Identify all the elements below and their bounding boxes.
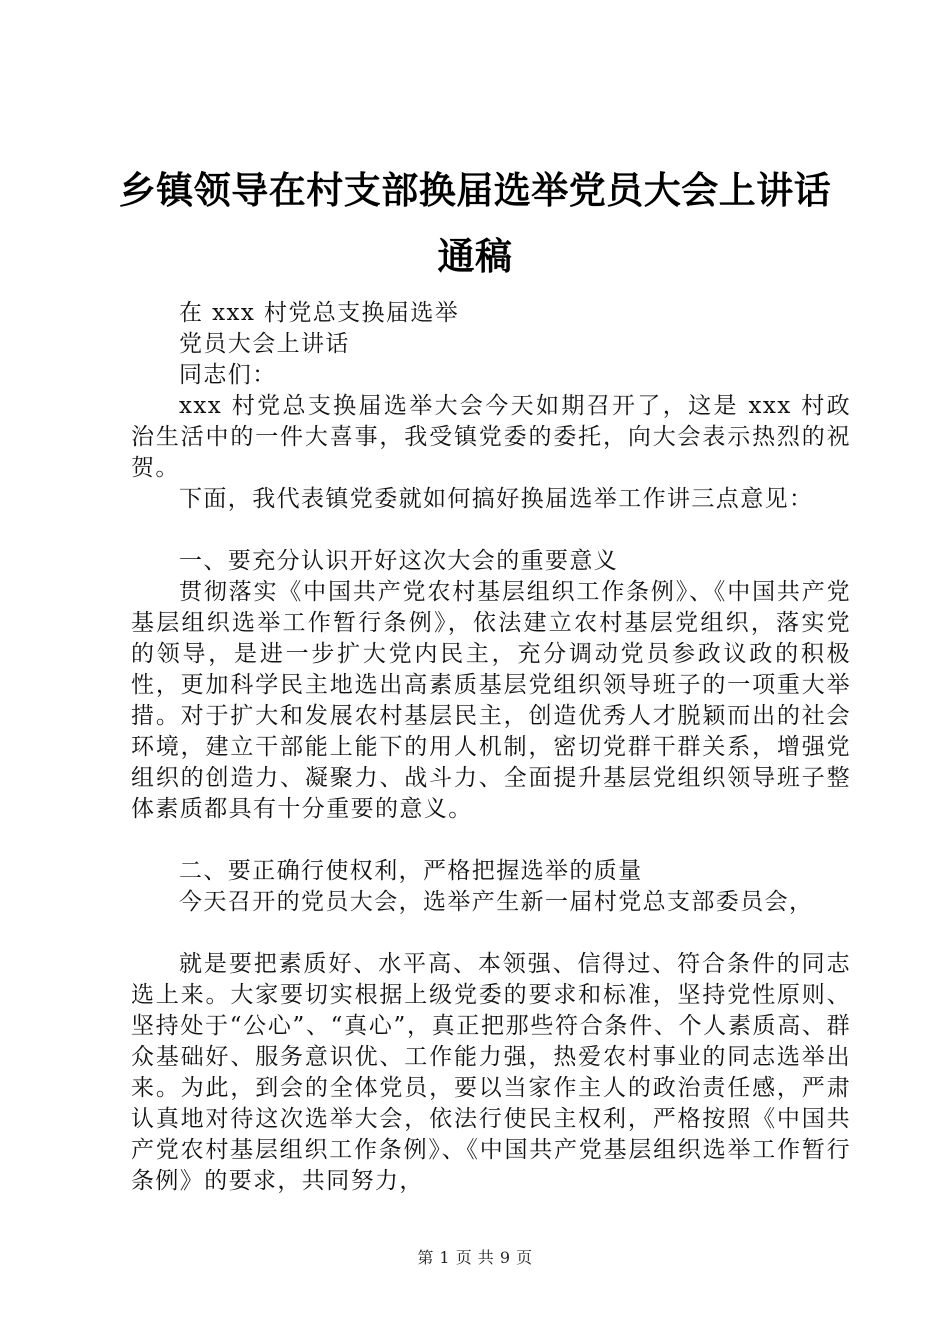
paragraph-section-2-b: 就是要把素质好、水平高、本领强、信得过、符合条件的同志选上来。大家要切实根据上级党委的要求和标准，坚持党性原则、坚持处于“公心”、“真心”，真正把那些符合条件、个人素质高、群众基础好、服务意识优、工作能力强，热爱农村事业的同志选举出来。为此，到会的全体党员，要以当家作主人的政治责任感，严肃认真地对待这次选举大会，依法行使民主权利，严格按照《中国共产党农村基层组织工作条例》、《中国共产党基层组织选举工作暂行条例》的要求，共同努力， (131, 951, 851, 1194)
page-number: 第 1 页 共 9 页 (417, 1248, 533, 1267)
speech-heading-line-2: 党员大会上讲话 (179, 331, 350, 357)
paragraph-section-1: 贯彻落实《中国共产党农村基层组织工作条例》、《中国共产党基层组织选举工作暂行条例》，依法建立农村基层党组织，落实党的领导，是进一步扩大党内民主，充分调动党员参政议政的积极性，更加科学民主地选出高素质基层党组织领导班子的一项重大举措。对于扩大和发展农村基层民主，创造优秀人才脱颖而出的社会环境，建立干部能上能下的用人机制，密切党群干群关系，增强党组织的创造力、凝聚力、战斗力、全面提升基层党组织领导班子整体素质都具有十分重要的意义。 (131, 579, 851, 822)
paragraph-spacer (131, 825, 851, 856)
paragraph-spacer (131, 918, 851, 949)
section-heading-1: 一、要充分认识开好这次大会的重要意义 (179, 548, 619, 574)
paragraph-opening: xxx 村党总支换届选举大会今天如期召开了，这是 xxx 村政治生活中的一件大喜事，我受镇党委的委托，向大会表示热烈的祝贺。 (131, 393, 851, 481)
paragraph-intro: 下面，我代表镇党委就如何搞好换届选举工作讲三点意见： (179, 486, 814, 512)
section-heading-2: 二、要正确行使权利，严格把握选举的质量 (179, 858, 643, 884)
paragraph-spacer (131, 515, 851, 546)
document-body (131, 298, 851, 1197)
speech-heading-line-1: 在 xxx 村党总支换届选举 (179, 300, 460, 326)
paragraph-section-2-a: 今天召开的党员大会，选举产生新一届村党总支部委员会， (179, 889, 814, 915)
salutation: 同志们： (179, 362, 277, 388)
document-title: 乡镇领导在村支部换届选举党员大会上讲话通稿 (118, 169, 832, 278)
